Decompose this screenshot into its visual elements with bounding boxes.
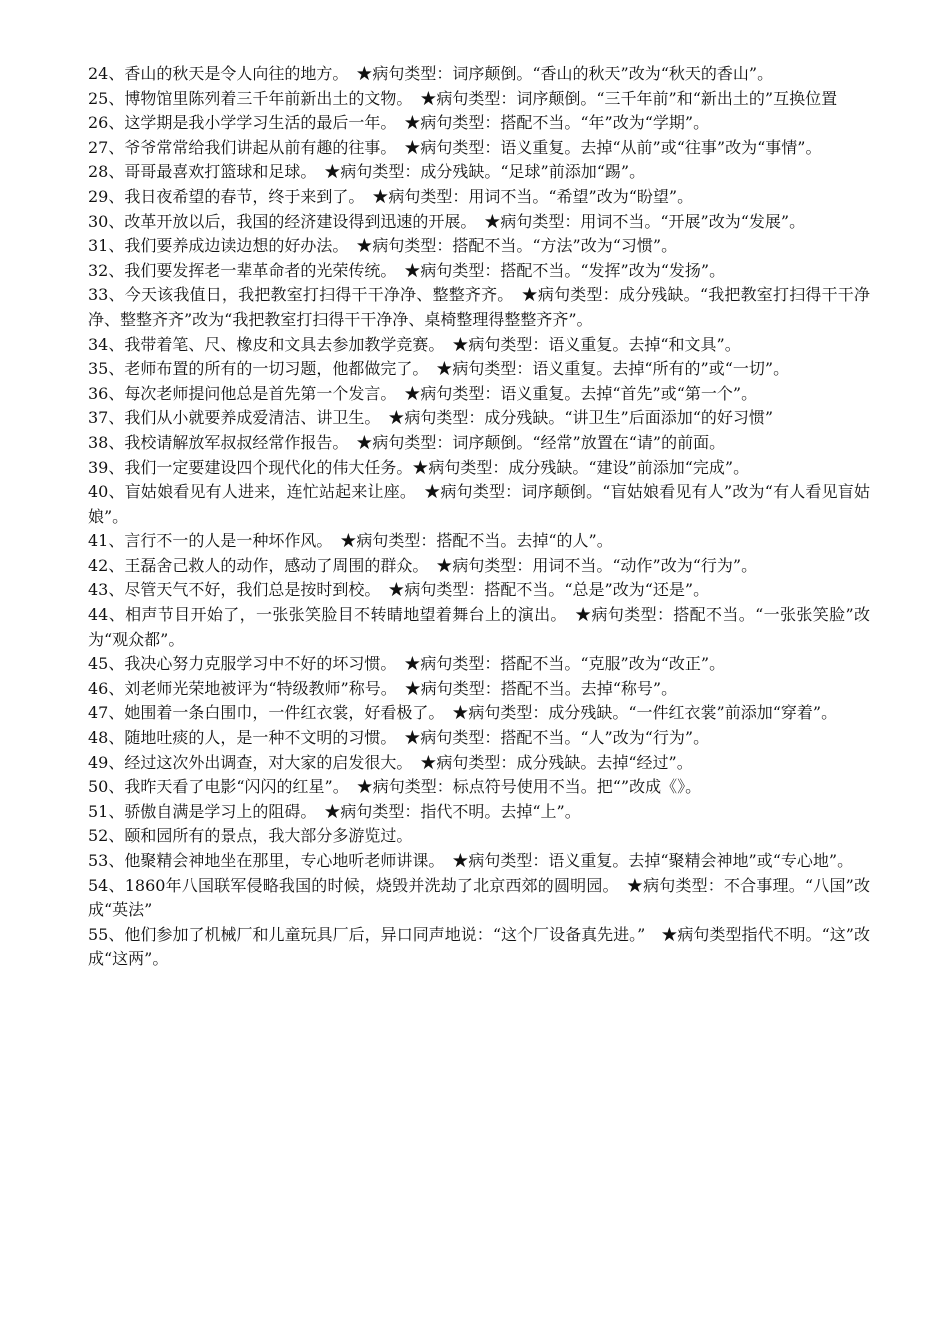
sentence-item: 42、王磊舍己救人的动作，感动了周围的群众。 ★病句类型：用词不当。“动作”改为“行为”。 bbox=[88, 555, 758, 575]
sentence-item: 36、每次老师提问他总是首先第一个发言。 ★病句类型：语义重复。去掉“首先”或“第一个”。 bbox=[88, 383, 758, 403]
sentence-item: 34、我带着笔、尺、橡皮和文具去参加教学竞赛。 ★病句类型：语义重复。去掉“和文具”。 bbox=[88, 334, 741, 354]
sentence-item: 25、博物馆里陈列着三千年前新出土的文物。 ★病句类型：词序颠倒。“三千年前”和“新出土的”互换位置 bbox=[88, 88, 838, 108]
sentence-item: 54、1860年八国联军侵略我国的时候，烧毁并洗劫了北京西郊的圆明园。 ★病句类型：不合事理。“八国”改成“英法” bbox=[88, 875, 870, 920]
sentence-item: 51、骄傲自满是学习上的阻碍。 ★病句类型：指代不明。去掉“上”。 bbox=[88, 801, 581, 821]
sentence-item: 43、尽管天气不好，我们总是按时到校。 ★病句类型：搭配不当。“总是”改为“还是”。 bbox=[88, 580, 710, 600]
sentence-item: 28、哥哥最喜欢打篮球和足球。 ★病句类型：成分残缺。“足球”前添加“踢”。 bbox=[88, 162, 646, 182]
sentence-item: 45、我决心努力克服学习中不好的坏习惯。 ★病句类型：搭配不当。“克服”改为“改正”。 bbox=[88, 654, 726, 674]
sentence-item: 55、他们参加了机械厂和儿童玩具厂后，异口同声地说：“这个厂设备真先进。” ★病句类型指代不明。“这”改成“这两”。 bbox=[88, 924, 870, 969]
sentence-item: 37、我们从小就要养成爱清洁、讲卫生。 ★病句类型：成分残缺。“讲卫生”后面添加“的好习惯” bbox=[88, 408, 774, 428]
sentence-item: 49、经过这次外出调查，对大家的启发很大。 ★病句类型：成分残缺。去掉“经过”。 bbox=[88, 752, 693, 772]
sentence-item: 30、改革开放以后，我国的经济建设得到迅速的开展。 ★病句类型：用词不当。“开展”改为“发展”。 bbox=[88, 211, 806, 231]
sentence-item: 53、他聚精会神地坐在那里，专心地听老师讲课。 ★病句类型：语义重复。去掉“聚精会神地”或“专心地”。 bbox=[88, 851, 854, 870]
sentence-item: 24、香山的秋天是令人向往的地方。 ★病句类型：词序颠倒。“香山的秋天”改为“秋天的香山”。 bbox=[88, 64, 774, 83]
sentence-item: 27、爷爷常常给我们讲起从前有趣的往事。 ★病句类型：语义重复。去掉“从前”或“往事”改为“事情”。 bbox=[88, 137, 822, 157]
sentence-item: 50、我昨天看了电影“闪闪的红星”。 ★病句类型：标点符号使用不当。把“”改成《》。 bbox=[88, 777, 702, 797]
sentence-item: 31、我们要养成边读边想的好办法。 ★病句类型：搭配不当。“方法”改为“习惯”。 bbox=[88, 236, 678, 256]
sentence-item: 47、她围着一条白围巾，一件红衣裳，好看极了。 ★病句类型：成分残缺。“一件红衣裳”前添加“穿着”。 bbox=[88, 703, 838, 723]
sentence-item: 29、我日夜希望的春节，终于来到了。 ★病句类型：用词不当。“希望”改为“盼望”。 bbox=[88, 186, 694, 206]
sentence-item: 38、我校请解放军叔叔经常作报告。 ★病句类型：词序颠倒。“经常”放置在“请”的前面。 bbox=[88, 432, 726, 452]
document-body bbox=[88, 62, 870, 972]
sentence-item: 52、颐和园所有的景点，我大部分多游览过。 bbox=[88, 826, 413, 846]
sentence-item: 46、刘老师光荣地被评为“特级教师”称号。 ★病句类型：搭配不当。去掉“称号”。 bbox=[88, 678, 678, 698]
sentence-item: 32、我们要发挥老一辈革命者的光荣传统。 ★病句类型：搭配不当。“发挥”改为“发扬”。 bbox=[88, 260, 726, 280]
sentence-item: 48、随地吐痰的人，是一种不文明的习惯。 ★病句类型：搭配不当。“人”改为“行为”。 bbox=[88, 728, 710, 748]
sentence-item: 26、这学期是我小学学习生活的最后一年。 ★病句类型：搭配不当。“年”改为“学期”。 bbox=[88, 113, 710, 133]
sentence-item: 39、我们一定要建设四个现代化的伟大任务。★病句类型：成分残缺。“建设”前添加“完成”。 bbox=[88, 457, 750, 477]
sentence-item: 35、老师布置的所有的一切习题，他都做完了。 ★病句类型：语义重复。去掉“所有的”或“一切”。 bbox=[88, 359, 790, 379]
sentence-item: 41、言行不一的人是一种坏作风。 ★病句类型：搭配不当。去掉“的人”。 bbox=[88, 531, 613, 551]
sentence-item: 44、相声节目开始了，一张张笑脸目不转睛地望着舞台上的演出。 ★病句类型：搭配不当。“一张张笑脸”改为“观众都”。 bbox=[88, 605, 870, 649]
sentence-item: 40、盲姑娘看见有人进来，连忙站起来让座。 ★病句类型：词序颠倒。“盲姑娘看见有人”改为“有人看见盲姑娘”。 bbox=[88, 482, 870, 526]
sentence-item: 33、今天该我值日，我把教室打扫得干干净净、整整齐齐。 ★病句类型：成分残缺。“我把教室打扫得干干净净、整整齐齐”改为“我把教室打扫得干干净净、桌椅整理得整整齐齐”。 bbox=[88, 285, 870, 329]
